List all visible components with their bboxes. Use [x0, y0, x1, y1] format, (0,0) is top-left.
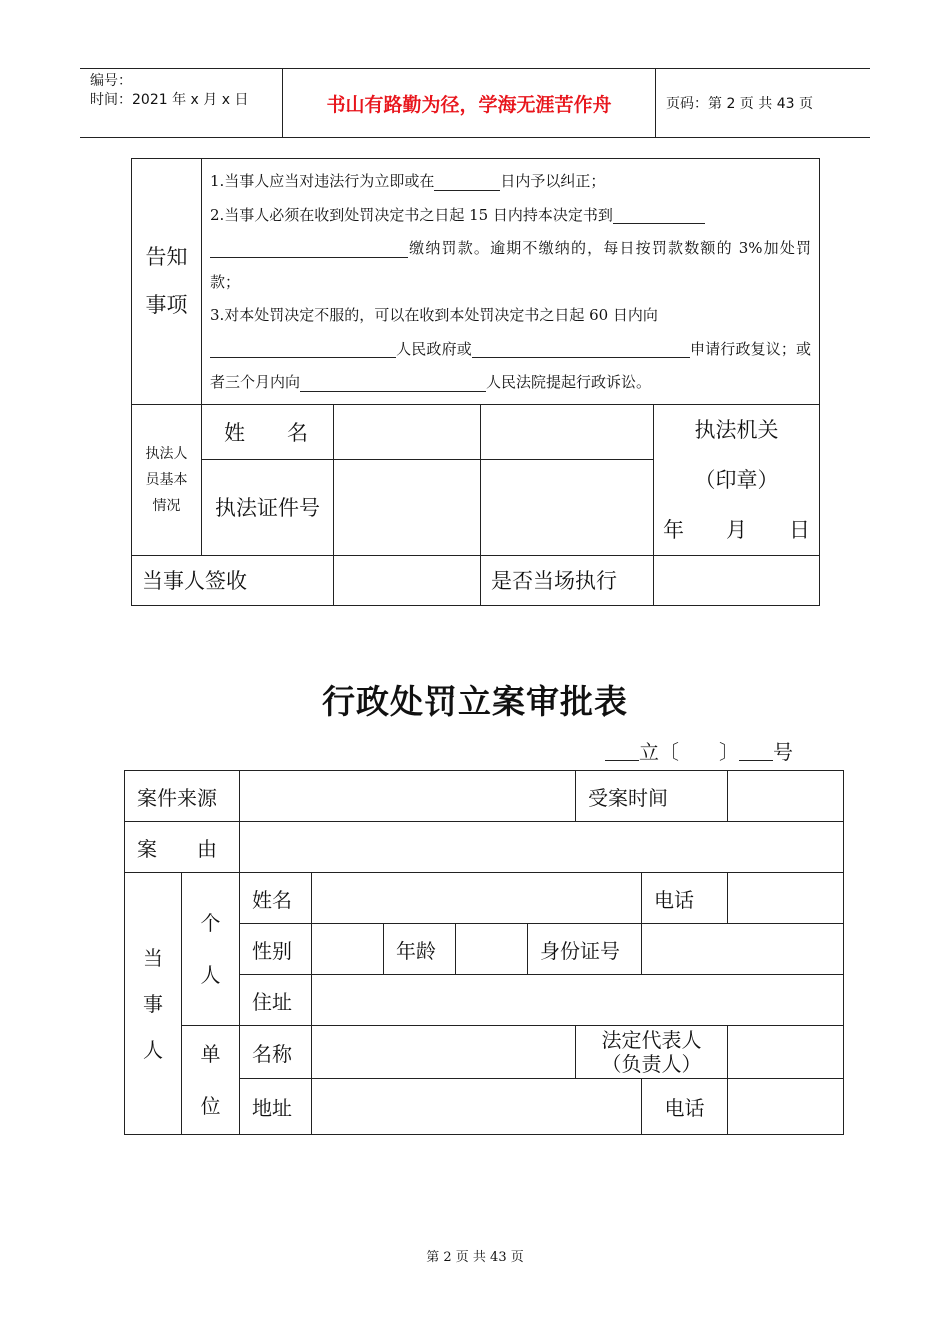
individual-label: 个人 — [182, 873, 240, 1026]
notice-line3d: 人民法院提起行政诉讼。 — [486, 373, 652, 391]
page-header — [80, 68, 870, 138]
date-label: 年 月 日 — [663, 517, 811, 542]
officer-name-label: 姓 名 — [202, 404, 334, 459]
org-name-field[interactable] — [312, 1026, 576, 1079]
cause-field[interactable] — [240, 822, 844, 873]
id-label: 身份证号 — [528, 924, 642, 975]
days-blank[interactable] — [434, 172, 500, 191]
payment-place-blank-1[interactable] — [613, 205, 705, 224]
officer-name-2[interactable] — [481, 404, 654, 459]
org-address-field[interactable] — [312, 1079, 642, 1135]
review-body-blank[interactable] — [472, 339, 690, 358]
legal-rep-field[interactable] — [728, 1026, 844, 1079]
notice-line3c: 申请行政复议；或者三个月内向 — [210, 339, 812, 391]
agency-seal-cell — [654, 404, 820, 555]
case-number-mid: 立〔 〕 — [639, 740, 739, 764]
address-field[interactable] — [312, 975, 844, 1026]
org-name-label: 名称 — [240, 1026, 312, 1079]
government-blank[interactable] — [210, 339, 396, 358]
accept-time-field[interactable] — [728, 771, 844, 822]
case-number-end: 号 — [773, 740, 793, 764]
on-site-label: 是否当场执行 — [481, 555, 654, 605]
gender-label: 性别 — [240, 924, 312, 975]
agency-label: 执法机关 — [694, 417, 779, 442]
form-title: 行政处罚立案审批表 — [322, 682, 628, 721]
notice-line1a: 1.当事人应当对违法行为立即或在 — [210, 172, 435, 190]
notice-line3b: 人民政府或 — [396, 339, 472, 358]
phone-label: 电话 — [642, 873, 728, 924]
motto: 书山有路勤为径，学海无涯苦作舟 — [282, 69, 656, 137]
age-label: 年龄 — [384, 924, 456, 975]
notice-label-1: 告知 — [145, 245, 188, 270]
age-field[interactable] — [456, 924, 528, 975]
case-number — [605, 736, 793, 765]
org-phone-label: 电话 — [642, 1079, 728, 1135]
court-blank[interactable] — [300, 373, 486, 392]
on-site-field[interactable] — [654, 555, 820, 605]
page-label: 页码：第 2 页 共 43 页 — [666, 96, 813, 112]
time-label: 时间：2021 年 x 月 x 日 — [90, 92, 249, 108]
legal-rep-label: 法定代表人（负责人） — [576, 1026, 728, 1079]
party-sign-field[interactable] — [334, 555, 481, 605]
gender-field[interactable] — [312, 924, 384, 975]
case-prefix-blank[interactable] — [605, 742, 639, 761]
notice-content — [202, 159, 820, 405]
org-phone-field[interactable] — [728, 1079, 844, 1135]
cert-number-1[interactable] — [334, 459, 481, 555]
party-sign-label: 当事人签收 — [132, 555, 334, 605]
notice-label-2: 事项 — [145, 293, 188, 318]
address-label: 住址 — [240, 975, 312, 1026]
header-meta — [80, 69, 280, 137]
notice-form-table — [131, 158, 820, 606]
notice-label-cell — [132, 159, 202, 405]
number-label: 编号： — [90, 73, 132, 89]
cause-label: 案 由 — [125, 822, 240, 873]
name-field[interactable] — [312, 873, 642, 924]
notice-line3a: 3.对本处罚决定不服的，可以在收到本处罚决定书之日起 60 日内向 — [210, 306, 658, 324]
case-seq-blank[interactable] — [739, 742, 773, 761]
source-field[interactable] — [240, 771, 576, 822]
notice-line2a: 2.当事人必须在收到处罚决定书之日起 15 日内持本决定书到 — [210, 205, 613, 224]
org-address-label: 地址 — [240, 1079, 312, 1135]
approval-form-table — [124, 770, 844, 1135]
name-label: 姓名 — [240, 873, 312, 924]
party-label: 当事人 — [125, 873, 182, 1135]
notice-line2b: 缴纳罚款。逾期不缴纳的，每日按罚款数额的 3%加处罚款； — [210, 239, 812, 291]
phone-field[interactable] — [728, 873, 844, 924]
seal-label: （印章） — [694, 467, 779, 492]
officer-name-1[interactable] — [334, 404, 481, 459]
officer-info-label: 执法人员基本情况 — [132, 404, 202, 555]
accept-time-label: 受案时间 — [576, 771, 728, 822]
notice-line1b: 日内予以纠正； — [500, 172, 606, 190]
page-footer: 第 2 页 共 43 页 — [426, 1250, 524, 1265]
unit-label: 单位 — [182, 1026, 240, 1135]
payment-place-blank-2[interactable] — [210, 239, 408, 258]
id-field[interactable] — [642, 924, 844, 975]
cert-number-2[interactable] — [481, 459, 654, 555]
source-label: 案件来源 — [125, 771, 240, 822]
cert-label: 执法证件号 — [202, 459, 334, 555]
